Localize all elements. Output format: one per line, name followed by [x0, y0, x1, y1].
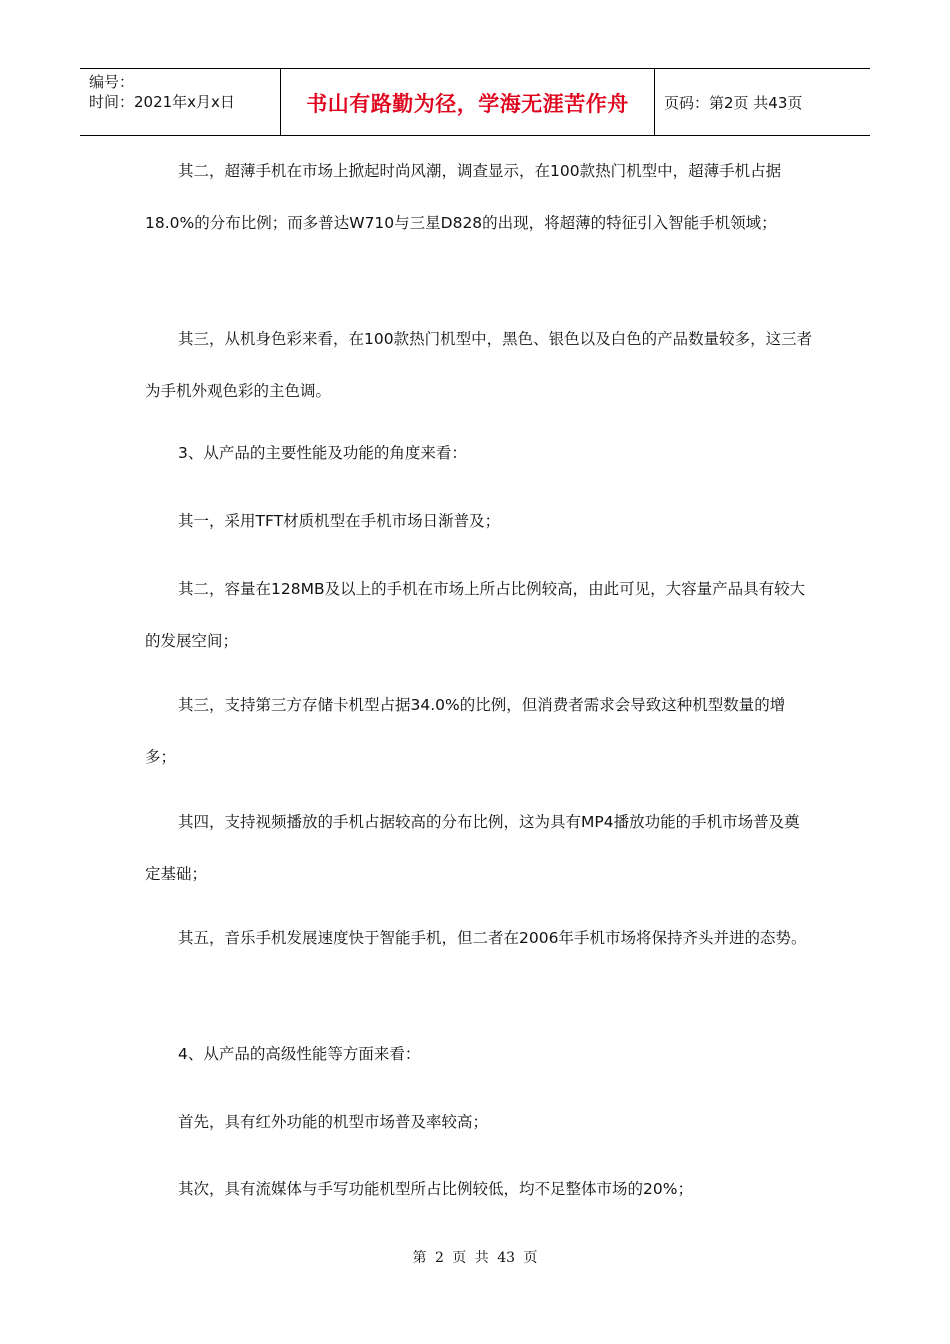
- header-page-cell: [654, 69, 870, 135]
- header-page-info: 页码：第2页 共43页: [664, 94, 803, 112]
- paragraph-music: 其五，音乐手机发展速度快于智能手机，但二者在2006年手机市场将保持齐头并进的态势。: [178, 929, 807, 947]
- paragraph-body-color: 其三，从机身色彩来看，在100款热门机型中，黑色、银色以及白色的产品数量较多，这三者为手机外观色彩的主色调。: [145, 330, 813, 400]
- serial-number-label: 编号：: [89, 73, 135, 91]
- page-footer: 第 2 页 共 43 页: [412, 1250, 538, 1266]
- paragraph-ultrathin: 其二，超薄手机在市场上掀起时尚风潮，调查显示，在100款热门机型中，超薄手机占据18.0%的分布比例；而多普达W710与三星D828的出现，将超薄的特征引入智能手机领域；: [145, 162, 782, 232]
- paragraph-memory-card: 其三，支持第三方存储卡机型占据34.0%的比例，但消费者需求会导致这种机型数量的增多；: [145, 696, 786, 766]
- header-motto: 书山有路勤为径，学海无涯苦作舟: [306, 91, 629, 116]
- paragraph-capacity: 其二，容量在128MB及以上的手机在市场上所占比例较高，由此可见，大容量产品具有较大的发展空间；: [145, 580, 806, 650]
- paragraph-infrared: 首先，具有红外功能的机型市场普及率较高；: [178, 1113, 489, 1131]
- header-info-cell: [80, 69, 280, 135]
- header-motto-cell: [280, 69, 655, 135]
- paragraph-streaming: 其次，具有流媒体与手写功能机型所占比例较低，均不足整体市场的20%；: [178, 1180, 693, 1198]
- section-heading-advanced: 4、从产品的高级性能等方面来看：: [178, 1045, 421, 1063]
- section-heading-performance: 3、从产品的主要性能及功能的角度来看：: [178, 444, 467, 462]
- document-header: [80, 68, 870, 136]
- paragraph-video: 其四，支持视频播放的手机占据较高的分布比例，这为具有MP4播放功能的手机市场普及奠定基础；: [145, 813, 800, 883]
- paragraph-tft: 其一，采用TFT材质机型在手机市场日渐普及；: [178, 512, 501, 530]
- date-line: 时间：2021年x月x日: [89, 93, 235, 111]
